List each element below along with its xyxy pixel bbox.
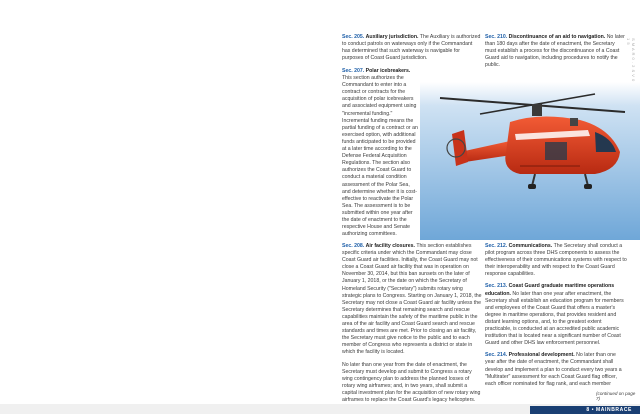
section-body: The Auxiliary is authorized to conduct patrols on waterways only if the Commandant has determined that such waterway is navigable for purposes of Coast Guard jurisdiction. (342, 34, 481, 62)
continued-note: (continued on page 7) (596, 391, 636, 401)
section-body: This section establishes specific criteria under which the Commandant may close Coast Guard air facilities. Initially, the Coast Guard may not close a Coast Guard air facility that was in operation on November 30, 2014, but this ban sunsets on the later of January 1, 2018, or the date on which the Secretary of Homeland Security ("Secretary") submits rotary wing strategic plans to Congress. Starting on January 1, 2018, the Secretary may not close a Coast Guard air facility unless the Secretary determines that remaining search and rescue capabilities maintain the safety of the maritime public in the area of the air facility and Coast Guard search and rescue standards and times are met. Prior to closing an air facility, the Secretary must give notice to the public and to each member of Congress who represents a district or state in which the facility is located. (342, 243, 482, 356)
section-208 (342, 243, 482, 409)
helicopter-photo (420, 82, 640, 240)
section-205 (342, 34, 482, 67)
section-210 (485, 34, 627, 74)
section-title: Auxiliary jurisdiction. (365, 34, 419, 40)
footer-text: 8 • MAINBRACE (586, 407, 632, 413)
section-number: Sec. 212. (485, 243, 508, 249)
helicopter-icon (420, 82, 640, 240)
section-body: No later than one year after the date of enactment, the Commandant shall develop and implement a plan to conduct every two years a "Multirater" assessment for each Coast Guard flag officer, each officer nominated for flag rank, and each member (485, 352, 622, 387)
side-label: S M A R 0 . 2 S V 0 1 5 (626, 38, 636, 82)
section-number: Sec. 214. (485, 352, 508, 359)
section-title: Air facility closures. (365, 243, 415, 249)
section-title: Coast Guard graduate maritime operations education. (485, 283, 615, 297)
section-body: No later than 180 days after the date of enactment, the Secretary must establish a process for the discontinuance of a Coast Guard aid to navigation, including procedures to notify the public. (485, 34, 625, 69)
section-title: Polar icebreakers. (365, 68, 411, 74)
section-title: Communications. (508, 243, 553, 249)
section-number: Sec. 213. (485, 283, 508, 290)
sections-212-214 (485, 243, 627, 393)
section-number: Sec. 210. (485, 34, 508, 40)
section-number: Sec. 208. (342, 243, 365, 249)
section-title: Professional development. (508, 352, 575, 359)
section-number: Sec. 205. (342, 34, 365, 40)
section-body: No later than one year after enactment, the Secretary shall establish an education program for members and employees of the Coast Guard that offers a master's degree in maritime operations, that provides resident and distant learning options, and, to the greatest extent practicable, is conducted at an accredited public academic institution that is located near a significant number of Coast Guard and other DHS law enforcement personnel. (485, 290, 624, 347)
page-footer (0, 404, 640, 414)
section-207 (342, 68, 418, 243)
section-body: The Secretary shall conduct a pilot program across three DHS components to assess the effectiveness of their communications systems with respect to their interoperability and with respect to the Coast Guard response capabilities. (485, 243, 627, 278)
section-number: Sec. 207. (342, 68, 365, 74)
section-title: Discontinuance of an aid to navigation. (508, 34, 606, 40)
section-body: No later than one year from the date of enactment, the Secretary must develop and submit to Congress a rotary wing contingency plan to address the planned losses of rotary wing airframes; and, in two years, shall submit a capital investment plan for the acquisition of new rotary wing airframes to replace the Coast Guard's legacy helicopters. (342, 361, 481, 403)
section-body: This section authorizes the Commandant to enter into a contract or contracts for the acquisition of polar icebreakers and associated equipment using "incremental funding." Incremental funding means the partial funding of a contract or an exercised option, with additional funds anticipated to be provided at a later time according to the Defense Federal Acquisition Regulations. The section also authorizes the Coast Guard to conduct a material condition assessment of the Polar Sea, and determine whether it is cost-effective to reactivate the Polar Sea. The assessment is to be submitted within one year after the date of enactment to the respective House and Senate authorizing committees. (342, 75, 418, 238)
